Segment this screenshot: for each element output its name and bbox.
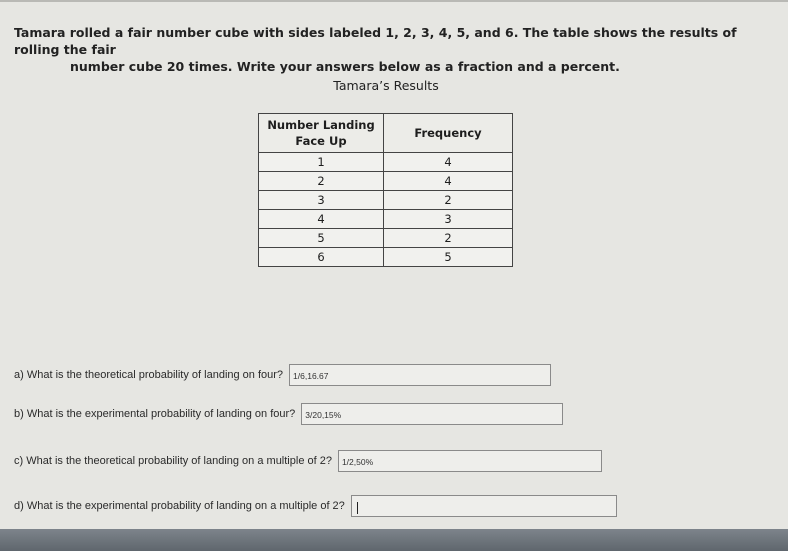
table-row bbox=[259, 191, 513, 210]
answer-c-input[interactable]: 1/2,50% bbox=[338, 450, 602, 472]
table-row bbox=[259, 248, 513, 267]
cell-face: 5 bbox=[259, 229, 384, 248]
question-b bbox=[14, 403, 563, 425]
problem-statement bbox=[14, 24, 774, 75]
question-a-label: a) What is the theoretical probability of landing on four? bbox=[14, 369, 284, 381]
cell-face: 2 bbox=[259, 172, 384, 191]
cell-face: 1 bbox=[259, 153, 384, 172]
results-table bbox=[258, 113, 513, 267]
header-frequency: Frequency bbox=[384, 114, 513, 153]
header-number-landing-line-1: Number Landing bbox=[267, 118, 375, 132]
cell-frequency: 5 bbox=[384, 248, 513, 267]
question-d bbox=[14, 495, 617, 517]
answer-a-input[interactable]: 1/6,16.67 bbox=[289, 364, 551, 386]
table-caption: Tamara’s Results bbox=[333, 78, 439, 93]
table-row bbox=[259, 210, 513, 229]
header-number-landing bbox=[259, 114, 384, 153]
question-c-label: c) What is the theoretical probability of landing on a multiple of 2? bbox=[14, 455, 332, 467]
cell-frequency: 4 bbox=[384, 153, 513, 172]
problem-statement-line-2: number cube 20 times. Write your answers below as a fraction and a percent. bbox=[70, 59, 620, 74]
cell-frequency: 2 bbox=[384, 229, 513, 248]
question-a bbox=[14, 364, 551, 386]
cell-face: 3 bbox=[259, 191, 384, 210]
cell-frequency: 2 bbox=[384, 191, 513, 210]
top-divider bbox=[0, 0, 788, 2]
table-header-row bbox=[259, 114, 513, 153]
table-row bbox=[259, 172, 513, 191]
cell-face: 4 bbox=[259, 210, 384, 229]
text-cursor bbox=[357, 502, 358, 514]
question-c bbox=[14, 450, 602, 472]
cell-face: 6 bbox=[259, 248, 384, 267]
question-b-label: b) What is the experimental probability of landing on four? bbox=[14, 408, 296, 420]
table-row bbox=[259, 153, 513, 172]
answer-b-input[interactable]: 3/20,15% bbox=[301, 403, 563, 425]
cell-frequency: 3 bbox=[384, 210, 513, 229]
question-d-label: d) What is the experimental probability of landing on a multiple of 2? bbox=[14, 500, 345, 512]
bottom-bar bbox=[0, 529, 788, 551]
answer-d-input[interactable] bbox=[351, 495, 617, 517]
problem-statement-line-1: Tamara rolled a fair number cube with sides labeled 1, 2, 3, 4, 5, and 6. The table shows the results of rolling the fair bbox=[14, 25, 737, 57]
table-row bbox=[259, 229, 513, 248]
cell-frequency: 4 bbox=[384, 172, 513, 191]
header-number-landing-line-2: Face Up bbox=[295, 134, 347, 148]
